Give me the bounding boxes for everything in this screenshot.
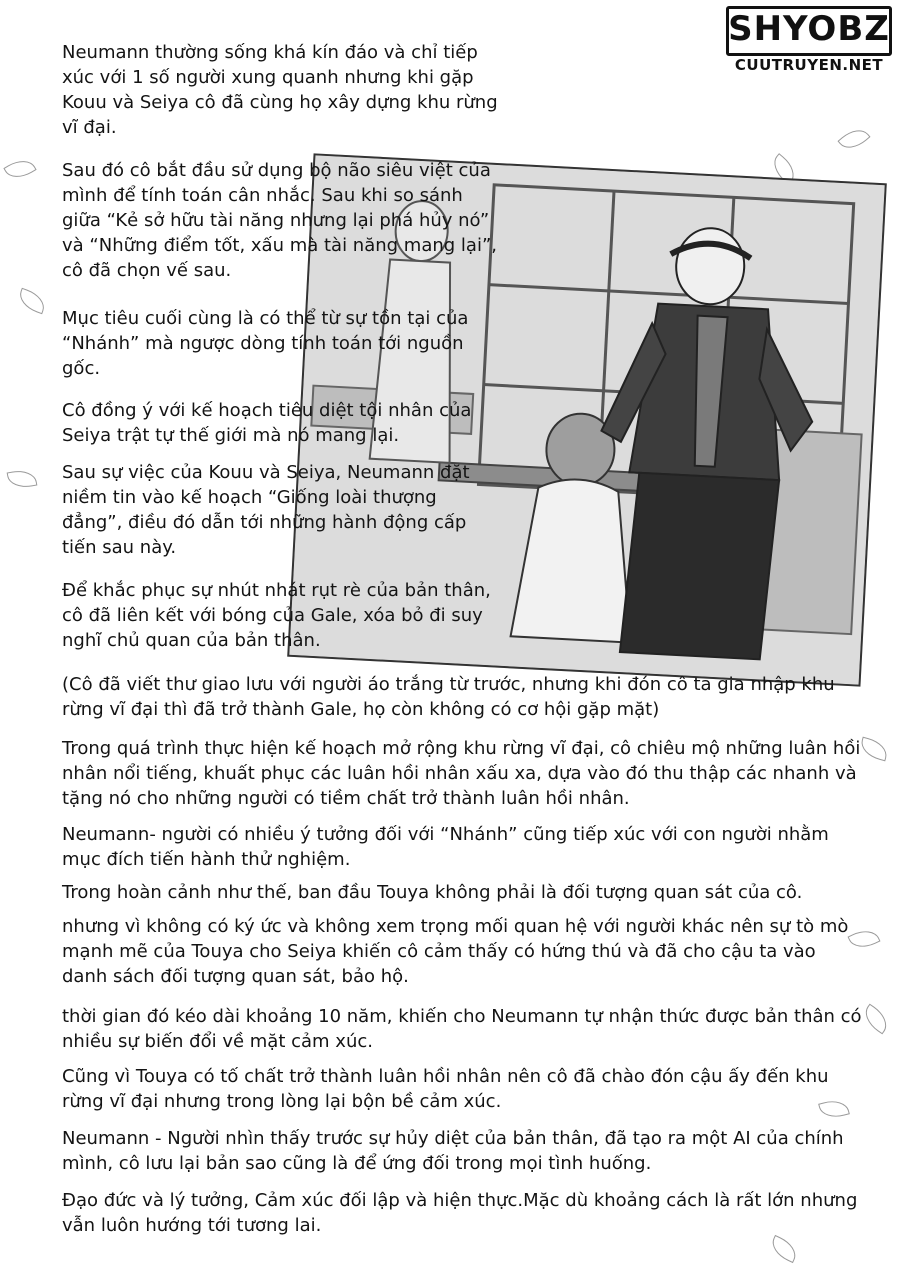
petal-decoration-icon bbox=[837, 123, 870, 155]
paragraph: Neumann - Người nhìn thấy trước sự hủy diệt của bản thân, đã tạo ra một AI của chính mình, cô lưu lại bản sao cũng là để ứng đối trong mọi tình huống. bbox=[62, 1128, 844, 1174]
paragraph: Cô đồng ý với kế hoạch tiêu diệt tội nhân của Seiya trật tự thế giới mà nó mang lại. bbox=[62, 400, 472, 446]
paragraph: Neumann thường sống khá kín đáo và chỉ tiếp xúc với 1 số người xung quanh nhưng khi gặp Kouu và Seiya cô đã cùng họ xây dựng khu rừng vĩ đại. bbox=[62, 42, 498, 138]
paragraph: Trong hoàn cảnh như thế, ban đầu Touya không phải là đối tượng quan sát của cô. bbox=[62, 882, 803, 903]
petal-decoration-icon bbox=[16, 288, 48, 314]
paragraph: Sau đó cô bắt đầu sử dụng bộ não siêu việt của mình để tính toán cân nhắc. Sau khi so sánh giữa “Kẻ sở hữu tài năng nhưng lại phá hủy nó” và “Những điểm tốt, xấu mà tài năng mang lại”, cô đã chọn vế sau. bbox=[62, 160, 497, 281]
petal-decoration-icon bbox=[3, 154, 36, 184]
paragraph: (Cô đã viết thư giao lưu với người áo trắng từ trước, nhưng khi đón cô ta gia nhập khu rừng vĩ đại thì đã trở thành Gale, họ còn không có cơ hội gặp mặt) bbox=[62, 674, 835, 720]
petal-decoration-icon bbox=[7, 468, 38, 491]
paragraph: nhưng vì không có ký ức và không xem trọng mối quan hệ với người khác nên sự tò mò mạnh mẽ của Touya cho Seiya khiến cô cảm thấy có hứng thú và đã cho cậu ta vào danh sách đối tượng quan sát, bảo hộ. bbox=[62, 916, 849, 987]
logo-name: SHYOBZ bbox=[728, 9, 890, 49]
logo-site: CUUTRUYEN.NET bbox=[734, 56, 884, 74]
paragraph: Cũng vì Touya có tố chất trở thành luân hồi nhân nên cô đã chào đón cậu ấy đến khu rừng vĩ đại nhưng trong lòng lại bộn bề cảm xúc. bbox=[62, 1066, 829, 1112]
paragraph: Đạo đức và lý tưởng, Cảm xúc đối lập và hiện thực.Mặc dù khoảng cách là rất lớn nhưng vẫn luôn hướng tới tương lai. bbox=[62, 1190, 858, 1236]
paragraph: Trong quá trình thực hiện kế hoạch mở rộng khu rừng vĩ đại, cô chiêu mộ những luân hồi nhân nổi tiếng, khuất phục các luân hồi nhân xấu xa, dựa vào đó thu thập các nhanh và tặng nó cho những người có tiềm chất trở thành luân hồi nhân. bbox=[62, 738, 861, 809]
paragraph: Để khắc phục sự nhút nhát rụt rè của bản thân, cô đã liên kết với bóng của Gale, xóa bỏ đi suy nghĩ chủ quan của bản thân. bbox=[62, 580, 491, 651]
paragraph: Neumann- người có nhiều ý tưởng đối với “Nhánh” cũng tiếp xúc với con người nhằm mục đích tiến hành thử nghiệm. bbox=[62, 824, 829, 870]
paragraph: thời gian đó kéo dài khoảng 10 năm, khiến cho Neumann tự nhận thức được bản thân có nhiều sự biến đổi về mặt cảm xúc. bbox=[62, 1006, 862, 1052]
watermark-logo bbox=[726, 6, 894, 76]
petal-decoration-icon bbox=[768, 1235, 801, 1263]
paragraph: Mục tiêu cuối cùng là có thể từ sự tồn tại của “Nhánh” mà ngược dòng tính toán tới nguồn gốc. bbox=[62, 308, 469, 379]
paragraph: Sau sự việc của Kouu và Seiya, Neumann đặt niềm tin vào kế hoạch “Giống loài thượng đẳng”, điều đó dẫn tới những hành động cấp tiến sau này. bbox=[62, 462, 470, 558]
